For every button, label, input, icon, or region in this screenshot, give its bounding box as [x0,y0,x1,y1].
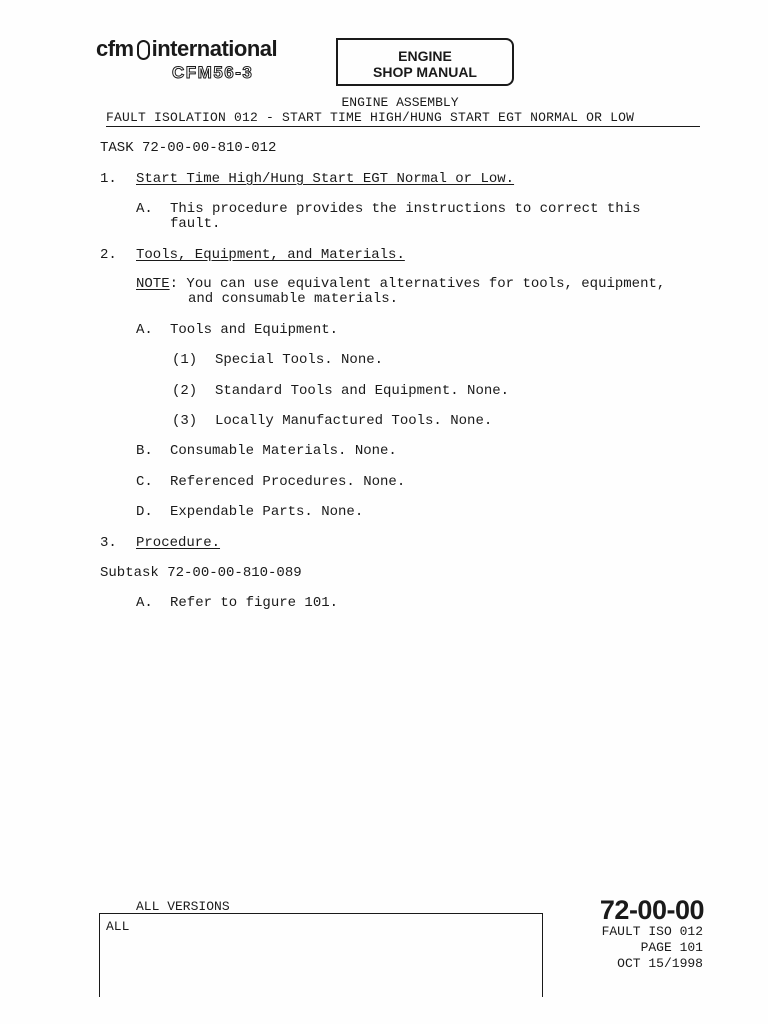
chapter-number: 72-00-00 [599,895,704,925]
tool-item-2-number: (2) [172,383,198,399]
section-2-b-letter: B. [136,443,153,459]
engine-model-label: CFM56-3 [172,63,254,82]
subtask-number: Subtask 72-00-00-810-089 [100,565,302,581]
manual-title-box [336,38,514,86]
document-title: ENGINE ASSEMBLY [341,95,459,110]
cfm-international-logo [96,36,277,62]
section-2-d-letter: D. [136,504,153,520]
document-subtitle: FAULT ISOLATION 012 - START TIME HIGH/HUNG START EGT NORMAL OR LOW [106,110,700,127]
tool-item-3-number: (3) [172,413,198,429]
section-2-a-letter: A. [136,322,153,338]
section-2-b-text: Consumable Materials. None. [170,443,397,459]
manual-title-line2: SHOP MANUAL [373,64,477,80]
section-1-item-a-line2: fault. [170,216,221,232]
logo-brand-left: cfm [96,36,134,61]
section-3-a-text: Refer to figure 101. [170,595,339,611]
note-line2: and consumable materials. [188,291,399,307]
section-1-heading: Start Time High/Hung Start EGT Normal or Low. [136,171,515,187]
section-1-number: 1. [100,171,117,187]
note [136,276,665,292]
versions-label: ALL VERSIONS [136,899,230,914]
section-2-heading: Tools, Equipment, and Materials. [136,247,405,263]
section-2-number: 2. [100,247,117,263]
tool-item-1-text: Special Tools. None. [215,352,384,368]
tool-item-2-text: Standard Tools and Equipment. None. [215,383,510,399]
section-1-item-a-letter: A. [136,201,153,217]
logo-brand-right: international [151,36,278,61]
note-line1: : You can use equivalent alternatives for tools, equipment, [169,276,666,292]
versions-box [99,913,543,997]
section-2-c-text: Referenced Procedures. None. [170,474,406,490]
tool-item-3-text: Locally Manufactured Tools. None. [215,413,493,429]
section-2-c-letter: C. [136,474,153,490]
section-3-a-letter: A. [136,595,153,611]
page-number: PAGE 101 [640,940,703,955]
section-2-d-text: Expendable Parts. None. [170,504,364,520]
manual-title-line1: ENGINE [398,48,452,64]
section-3-number: 3. [100,535,117,551]
tool-item-1-number: (1) [172,352,198,368]
task-number: TASK 72-00-00-810-012 [100,140,277,156]
fault-reference: FAULT ISO 012 [601,924,703,939]
note-label: NOTE [136,276,170,292]
section-1-item-a-line1: This procedure provides the instructions to correct this [170,201,641,217]
section-3-heading: Procedure. [136,535,221,551]
revision-date: OCT 15/1998 [617,956,703,971]
section-2-a-text: Tools and Equipment. [170,322,339,338]
versions-value: ALL [106,919,130,934]
logo-ring-icon [137,40,150,60]
